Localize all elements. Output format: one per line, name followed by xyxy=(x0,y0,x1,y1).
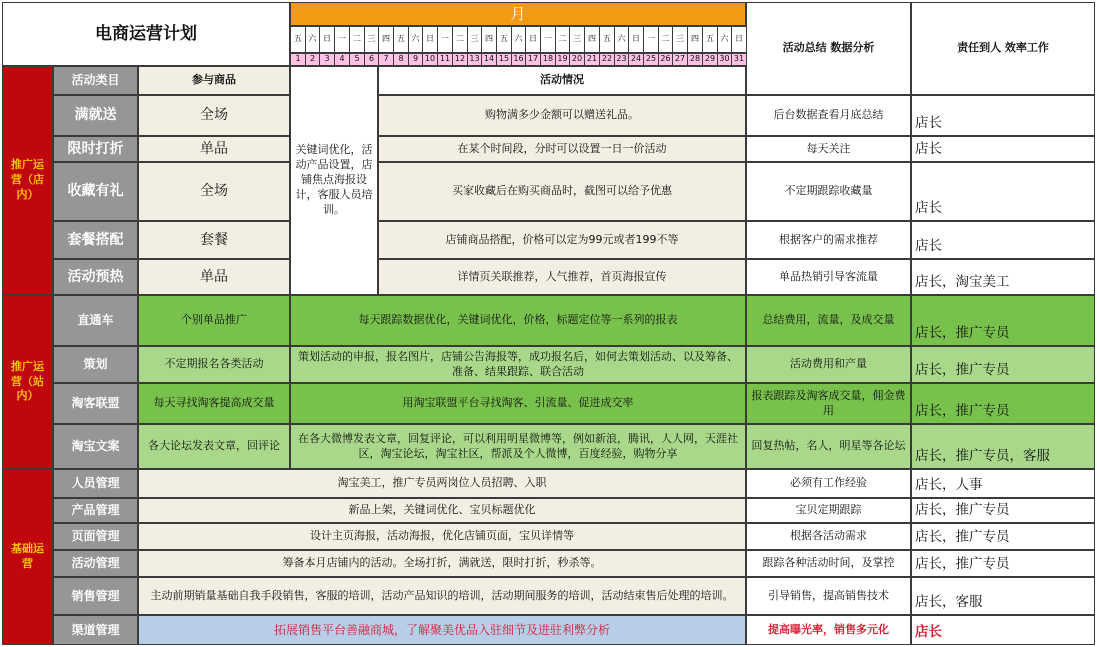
header-products: 参与商品 xyxy=(138,66,290,95)
weekday-cell: 二 xyxy=(452,26,468,53)
product-cell: 全场 xyxy=(138,162,290,221)
sheet-title: 电商运营计划 xyxy=(2,2,290,66)
category-cell: 渠道管理 xyxy=(53,615,138,645)
weekday-cell: 六 xyxy=(614,26,629,53)
situation-cell: 用淘宝联盟平台寻找淘客、引流量、促进成交率 xyxy=(290,383,746,424)
product-cell: 单品 xyxy=(138,136,290,162)
day-number-cell: 4 xyxy=(334,53,350,66)
owner-cell: 店长 xyxy=(911,136,1095,162)
day-number-cell: 7 xyxy=(378,53,394,66)
summary-cell: 不定期跟踪收藏量 xyxy=(746,162,911,221)
situation-cell: 主动前期销量基础自我手段销售，客服的培训，活动产品知识的培训，活动期间服务的培训，活动结束售后处理的培训。 xyxy=(138,577,746,615)
summary-cell: 宝贝定期跟踪 xyxy=(746,498,911,523)
summary-cell: 根据客户的需求推荐 xyxy=(746,221,911,259)
situation-cell: 购物满多少金额可以赠送礼品。 xyxy=(378,95,746,136)
situation-cell: 淘宝美工，推广专员两岗位人员招聘、入职 xyxy=(138,469,746,498)
day-number-cell: 15 xyxy=(496,53,512,66)
weekday-cell: 二 xyxy=(658,26,673,53)
category-cell: 人员管理 xyxy=(53,469,138,498)
day-number-cell: 3 xyxy=(319,53,335,66)
header-summary: 活动总结 数据分析 xyxy=(746,2,911,95)
category-cell: 收藏有礼 xyxy=(53,162,138,221)
weekday-cell: 三 xyxy=(569,26,585,53)
weekday-cell: 二 xyxy=(555,26,570,53)
day-number-cell: 11 xyxy=(437,53,453,66)
instore-shared-note: 关键词优化，活动产品设置，店铺焦点海报设计，客服人员培训。 xyxy=(290,66,378,295)
summary-cell: 后台数据查看月底总结 xyxy=(746,95,911,136)
category-cell: 套餐搭配 xyxy=(53,221,138,259)
summary-cell: 报表跟踪及淘客成交量，佣金费用 xyxy=(746,383,911,424)
day-number-cell: 27 xyxy=(672,53,688,66)
header-owner: 责任到人 效率工作 xyxy=(911,2,1095,95)
product-cell: 每天寻找淘客提高成交量 xyxy=(138,383,290,424)
weekday-cell: 一 xyxy=(540,26,556,53)
weekday-cell: 日 xyxy=(628,26,644,53)
summary-cell: 总结费用，流量，及成交量 xyxy=(746,295,911,346)
weekday-cell: 六 xyxy=(717,26,732,53)
summary-cell: 回复热帖，名人，明星等各论坛 xyxy=(746,424,911,469)
owner-cell: 店长，客服 xyxy=(911,577,1095,615)
situation-cell: 买家收藏后在购买商品时，截图可以给予优惠 xyxy=(378,162,746,221)
day-number-cell: 19 xyxy=(555,53,570,66)
day-number-cell: 9 xyxy=(408,53,423,66)
weekday-cell: 三 xyxy=(467,26,482,53)
weekday-cell: 五 xyxy=(702,26,718,53)
day-number-cell: 30 xyxy=(717,53,732,66)
owner-cell: 店长，推广专员 xyxy=(911,498,1095,523)
owner-cell: 店长，淘宝美工 xyxy=(911,259,1095,295)
owner-cell: 店长 xyxy=(911,221,1095,259)
day-number-cell: 25 xyxy=(643,53,659,66)
category-cell: 策划 xyxy=(53,346,138,383)
weekday-cell: 二 xyxy=(349,26,365,53)
owner-cell: 店长，推广专员 xyxy=(911,295,1095,346)
header-category: 活动类目 xyxy=(53,66,138,95)
weekday-cell: 一 xyxy=(334,26,350,53)
day-number-cell: 21 xyxy=(584,53,600,66)
weekday-cell: 六 xyxy=(305,26,320,53)
weekday-cell: 四 xyxy=(687,26,703,53)
category-cell: 活动预热 xyxy=(53,259,138,295)
day-number-cell: 5 xyxy=(349,53,365,66)
product-cell: 单品 xyxy=(138,259,290,295)
day-number-cell: 22 xyxy=(599,53,615,66)
weekday-cell: 日 xyxy=(319,26,335,53)
day-number-cell: 20 xyxy=(569,53,585,66)
weekday-cell: 一 xyxy=(437,26,453,53)
category-cell: 活动管理 xyxy=(53,550,138,577)
day-number-cell: 10 xyxy=(422,53,438,66)
header-situation: 活动情况 xyxy=(378,66,746,95)
day-number-cell: 31 xyxy=(731,53,747,66)
weekday-cell: 日 xyxy=(731,26,747,53)
product-cell: 个别单品推广 xyxy=(138,295,290,346)
category-cell: 页面管理 xyxy=(53,523,138,550)
day-number-cell: 17 xyxy=(525,53,541,66)
day-number-cell: 23 xyxy=(614,53,629,66)
owner-cell: 店长，推广专员 xyxy=(911,383,1095,424)
summary-cell: 根据各活动需求 xyxy=(746,523,911,550)
category-cell: 淘宝文案 xyxy=(53,424,138,469)
summary-cell: 跟踪各种活动时间，及掌控 xyxy=(746,550,911,577)
owner-cell: 店长，推广专员 xyxy=(911,346,1095,383)
weekday-cell: 日 xyxy=(422,26,438,53)
owner-cell: 店长，推广专员 xyxy=(911,550,1095,577)
day-number-cell: 12 xyxy=(452,53,468,66)
product-cell: 套餐 xyxy=(138,221,290,259)
situation-cell: 筹备本月店铺内的活动。全场打折，满就送，限时打折，秒杀等。 xyxy=(138,550,746,577)
product-cell: 全场 xyxy=(138,95,290,136)
weekday-cell: 三 xyxy=(672,26,688,53)
category-cell: 销售管理 xyxy=(53,577,138,615)
summary-cell: 必须有工作经验 xyxy=(746,469,911,498)
weekday-cell: 五 xyxy=(599,26,615,53)
weekday-cell: 一 xyxy=(643,26,659,53)
weekday-cell: 四 xyxy=(584,26,600,53)
owner-cell: 店长，推广专员，客服 xyxy=(911,424,1095,469)
weekday-cell: 四 xyxy=(378,26,394,53)
situation-cell: 拓展销售平台善融商城，了解聚美优品入驻细节及进驻利弊分析 xyxy=(138,615,746,645)
weekday-cell: 五 xyxy=(496,26,512,53)
owner-cell: 店长 xyxy=(911,95,1095,136)
situation-cell: 在某个时间段，分时可以设置一日一价活动 xyxy=(378,136,746,162)
owner-cell: 店长 xyxy=(911,162,1095,221)
day-number-cell: 29 xyxy=(702,53,718,66)
category-cell: 满就送 xyxy=(53,95,138,136)
owner-cell: 店长，人事 xyxy=(911,469,1095,498)
day-number-cell: 18 xyxy=(540,53,556,66)
section-basic: 基础运营 xyxy=(2,469,53,645)
day-number-cell: 6 xyxy=(364,53,379,66)
weekday-cell: 日 xyxy=(525,26,541,53)
situation-cell: 每天跟踪数据优化，关键词优化，价格，标题定位等一系列的报表 xyxy=(290,295,746,346)
day-number-cell: 28 xyxy=(687,53,703,66)
summary-cell: 每天关注 xyxy=(746,136,911,162)
situation-cell: 新品上架，关键词优化、宝贝标题优化 xyxy=(138,498,746,523)
situation-cell: 详情页关联推荐，人气推荐，首页海报宣传 xyxy=(378,259,746,295)
weekday-cell: 五 xyxy=(290,26,306,53)
weekday-cell: 六 xyxy=(408,26,423,53)
summary-cell: 活动费用和产量 xyxy=(746,346,911,383)
owner-cell: 店长，推广专员 xyxy=(911,523,1095,550)
day-number-cell: 26 xyxy=(658,53,673,66)
product-cell: 不定期报名各类活动 xyxy=(138,346,290,383)
section-instore: 推广运营（店内） xyxy=(2,66,53,295)
weekday-cell: 五 xyxy=(393,26,409,53)
day-number-cell: 13 xyxy=(467,53,482,66)
summary-cell: 单品热销引导客流量 xyxy=(746,259,911,295)
category-cell: 淘客联盟 xyxy=(53,383,138,424)
summary-cell: 提高曝光率，销售多元化 xyxy=(746,615,911,645)
day-number-cell: 16 xyxy=(511,53,526,66)
situation-cell: 策划活动的申报，报名图片，店铺公告海报等，成功报名后，如何去策划活动、以及筹备、准备、结果跟踪、联合活动 xyxy=(290,346,746,383)
weekday-cell: 四 xyxy=(481,26,497,53)
month-label: 月 xyxy=(290,2,746,26)
day-number-cell: 2 xyxy=(305,53,320,66)
situation-cell: 在各大微博发表文章，回复评论，可以利用明星微博等，例如新浪，腾讯，人人网，天涯社区，淘宝论坛，淘宝社区，帮派及个人微博，百度经验，购物分享 xyxy=(290,424,746,469)
day-number-cell: 1 xyxy=(290,53,306,66)
day-number-cell: 24 xyxy=(628,53,644,66)
situation-cell: 设计主页海报，活动海报，优化店铺页面，宝贝详情等 xyxy=(138,523,746,550)
weekday-cell: 六 xyxy=(511,26,526,53)
owner-cell: 店长 xyxy=(911,615,1095,645)
section-onsite: 推广运营（站内） xyxy=(2,295,53,469)
situation-cell: 店铺商品搭配，价格可以定为99元或者199不等 xyxy=(378,221,746,259)
category-cell: 限时打折 xyxy=(53,136,138,162)
product-cell: 各大论坛发表文章，回评论 xyxy=(138,424,290,469)
day-number-cell: 14 xyxy=(481,53,497,66)
category-cell: 直通车 xyxy=(53,295,138,346)
day-number-cell: 8 xyxy=(393,53,409,66)
summary-cell: 引导销售，提高销售技术 xyxy=(746,577,911,615)
category-cell: 产品管理 xyxy=(53,498,138,523)
weekday-cell: 三 xyxy=(364,26,379,53)
